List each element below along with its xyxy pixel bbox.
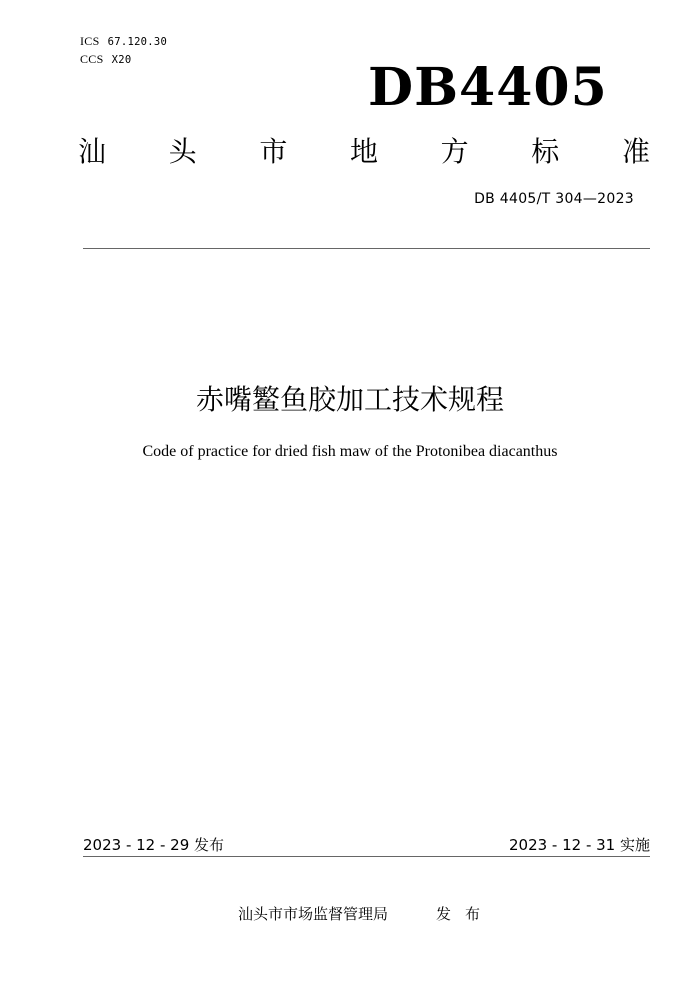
top-divider bbox=[83, 248, 650, 249]
release-date: 2023 - 12 - 29 发布 bbox=[83, 836, 225, 854]
standard-type-title bbox=[78, 134, 650, 170]
ics-code: 67.120.30 bbox=[107, 36, 168, 48]
bottom-divider bbox=[83, 856, 650, 857]
issuing-authority: 汕头市市场监督管理局 bbox=[238, 905, 389, 923]
standard-type-char: 地 bbox=[349, 135, 378, 168]
standard-type-char: 汕 bbox=[78, 135, 107, 168]
ics-classification bbox=[80, 34, 167, 49]
standard-type-char: 市 bbox=[259, 135, 288, 168]
ccs-code: X20 bbox=[111, 54, 132, 66]
ccs-classification bbox=[80, 52, 131, 67]
standard-type-char: 方 bbox=[440, 135, 469, 168]
standard-type-char: 头 bbox=[168, 135, 197, 168]
document-title-chinese: 赤嘴鳘鱼胶加工技术规程 bbox=[195, 383, 504, 416]
ccs-label: CCS bbox=[80, 52, 104, 66]
standard-number: DB 4405/T 304—2023 bbox=[474, 191, 634, 207]
standard-type-char: 标 bbox=[531, 135, 560, 168]
db-code-logo: DB4405 bbox=[368, 57, 608, 118]
issue-label: 发布 bbox=[436, 905, 495, 923]
ics-label: ICS bbox=[80, 34, 100, 48]
implementation-date: 2023 - 12 - 31 实施 bbox=[508, 836, 650, 854]
standard-type-char: 准 bbox=[621, 135, 650, 168]
document-title-english: Code of practice for dried fish maw of the Protonibea diacanthus bbox=[142, 443, 558, 460]
